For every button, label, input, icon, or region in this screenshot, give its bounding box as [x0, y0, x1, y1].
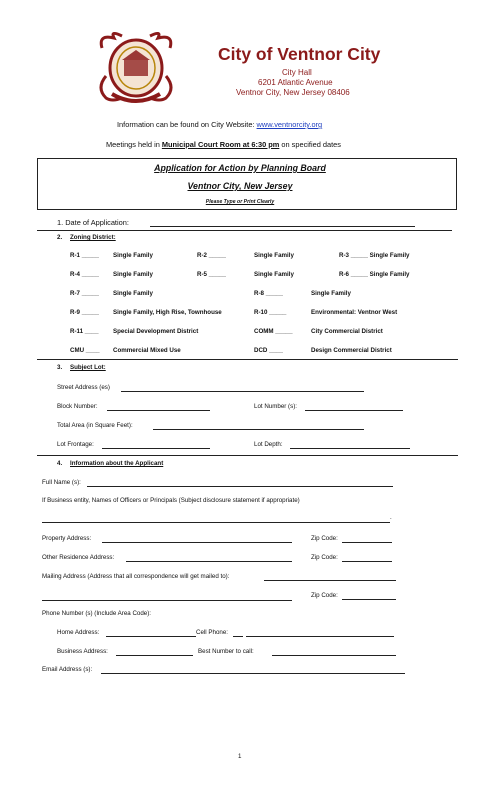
- subject-lot-label: Subject Lot:: [70, 364, 106, 371]
- zone-desc: Single Family, High Rise, Townhouse: [113, 309, 222, 316]
- date-of-application-field[interactable]: [150, 220, 415, 227]
- business-address-field[interactable]: [116, 649, 193, 656]
- website-link[interactable]: www.ventnorcity.org: [256, 120, 323, 129]
- lot-frontage-field[interactable]: [102, 442, 210, 449]
- zone-desc: Single Family: [113, 271, 153, 278]
- other-residence-label: Other Residence Address:: [42, 554, 115, 561]
- section-divider: [37, 230, 452, 231]
- property-address-field[interactable]: [102, 536, 292, 543]
- zip-code-label: Zip Code:: [311, 554, 338, 561]
- business-entity-field[interactable]: [42, 516, 390, 523]
- street-address-field[interactable]: [121, 385, 364, 392]
- business-entity-label: If Business entity, Names of Officers or Principals (Subject disclosure statement if appropriate): [42, 497, 300, 504]
- lot-frontage-label: Lot Frontage:: [57, 441, 94, 448]
- zone-desc: Single Family: [254, 252, 294, 259]
- lot-number-field[interactable]: [305, 404, 403, 411]
- email-address-label: Email Address (s):: [42, 666, 93, 673]
- zone-desc: Special Development District: [113, 328, 199, 335]
- home-address-label: Home Address:: [57, 629, 100, 636]
- other-residence-field[interactable]: [126, 555, 292, 562]
- total-area-label: Total Area (in Square Feet):: [57, 422, 133, 429]
- section-3-number: 3.: [57, 364, 63, 371]
- zone-code[interactable]: R-8 _____: [254, 290, 283, 297]
- street-address-label: Street Address (es): [57, 384, 110, 391]
- zone-code[interactable]: R-7 _____: [70, 290, 99, 297]
- website-info: Information can be found on City Website: www.ventnorcity.org: [117, 120, 323, 129]
- zone-desc: Environmental: Ventnor West: [311, 309, 398, 316]
- zone-code[interactable]: R-5 _____: [197, 271, 226, 278]
- zone-desc: Single Family: [113, 252, 153, 259]
- letterhead-line-1: City Hall: [282, 68, 312, 77]
- section-divider: [37, 455, 458, 456]
- block-number-field[interactable]: [107, 404, 210, 411]
- lot-number-label: Lot Number (s):: [254, 403, 297, 410]
- print-note: Please Type or Print Clearly: [205, 199, 275, 205]
- zone-desc: City Commercial District: [311, 328, 383, 335]
- zone-desc: Single Family: [113, 290, 153, 297]
- property-address-label: Property Address:: [42, 535, 92, 542]
- best-number-field[interactable]: [272, 649, 396, 656]
- full-name-label: Full Name (s):: [42, 479, 81, 486]
- zone-code[interactable]: DCD ____: [254, 347, 283, 354]
- zoning-district-label: Zoning District:: [70, 234, 116, 241]
- lot-depth-field[interactable]: [290, 442, 410, 449]
- zip-code-label: Zip Code:: [311, 592, 338, 599]
- page-number: 1: [238, 753, 242, 760]
- period-mark: .: [390, 514, 392, 521]
- zone-code[interactable]: CMU ____: [70, 347, 100, 354]
- mailing-address-field[interactable]: [264, 574, 396, 581]
- zone-desc: Single Family: [254, 271, 294, 278]
- form-title: Application for Action by Planning Board: [154, 163, 326, 173]
- best-number-label: Best Number to call:: [198, 648, 254, 655]
- letterhead-line-2: 6201 Atlantic Avenue: [258, 78, 333, 87]
- zip-code-field[interactable]: [342, 536, 392, 543]
- zone-desc: Commercial Mixed Use: [113, 347, 181, 354]
- zone-code[interactable]: COMM _____: [254, 328, 293, 335]
- zone-code[interactable]: R-3 _____ Single Family: [339, 252, 410, 259]
- meetings-info: Meetings held in Municipal Court Room at 6:30 pm on specified dates: [106, 140, 341, 149]
- mailing-address-label: Mailing Address (Address that all correspondence will get mailed to):: [42, 573, 230, 580]
- total-area-field[interactable]: [153, 423, 364, 430]
- cell-phone-field-a[interactable]: [233, 630, 243, 637]
- city-name-heading: City of Ventnor City: [218, 44, 381, 64]
- email-address-field[interactable]: [101, 667, 405, 674]
- section-4-number: 4.: [57, 460, 63, 467]
- date-of-application-label: 1. Date of Application:: [57, 218, 129, 227]
- zone-desc: Design Commercial District: [311, 347, 392, 354]
- zip-code-field[interactable]: [342, 593, 396, 600]
- letterhead-line-3: Ventnor City, New Jersey 08406: [236, 88, 350, 97]
- section-divider: [37, 359, 458, 360]
- section-2-number: 2.: [57, 234, 63, 241]
- zone-code[interactable]: R-4 _____: [70, 271, 99, 278]
- zip-code-label: Zip Code:: [311, 535, 338, 542]
- zip-code-field[interactable]: [342, 555, 392, 562]
- zone-desc: Single Family: [311, 290, 351, 297]
- mailing-address-field-2[interactable]: [42, 594, 292, 601]
- zone-code[interactable]: R-10 _____: [254, 309, 287, 316]
- zone-code[interactable]: R-2 _____: [197, 252, 226, 259]
- cell-phone-field[interactable]: [246, 630, 394, 637]
- city-seal-logo: [92, 28, 180, 108]
- home-address-field[interactable]: [106, 630, 196, 637]
- phone-numbers-label: Phone Number (s) (Include Area Code):: [42, 610, 152, 617]
- applicant-info-label: Information about the Applicant: [70, 460, 164, 467]
- zone-code[interactable]: R-9 _____: [70, 309, 99, 316]
- business-address-label: Business Address:: [57, 648, 108, 655]
- full-name-field[interactable]: [87, 480, 393, 487]
- zone-code[interactable]: R-11 ____: [70, 328, 99, 335]
- lot-depth-label: Lot Depth:: [254, 441, 283, 448]
- zone-code[interactable]: R-6 _____ Single Family: [339, 271, 410, 278]
- form-subtitle: Ventnor City, New Jersey: [187, 181, 293, 191]
- cell-phone-label: Cell Phone:: [196, 629, 228, 636]
- block-number-label: Block Number:: [57, 403, 98, 410]
- zone-code[interactable]: R-1 _____: [70, 252, 99, 259]
